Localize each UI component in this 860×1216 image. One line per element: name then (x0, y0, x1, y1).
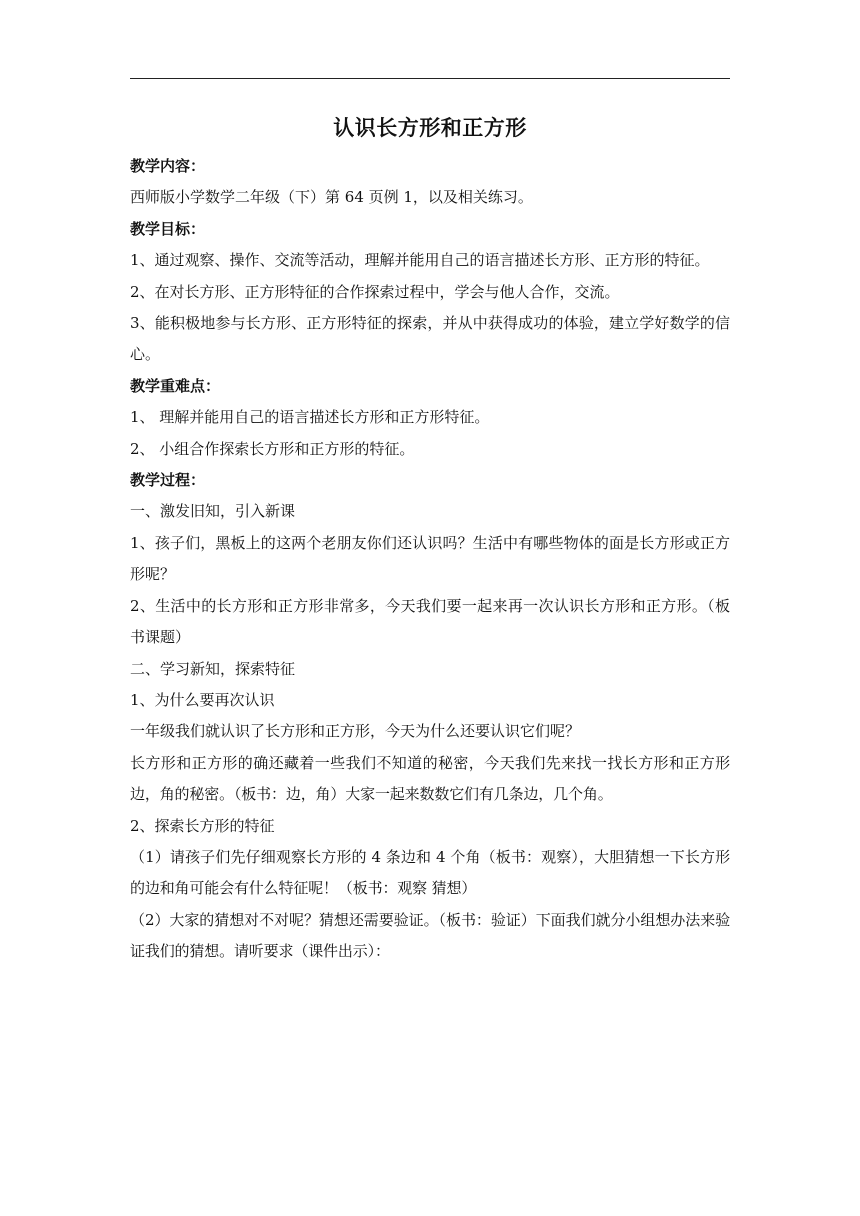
header-rule (130, 78, 730, 79)
paragraph-part-1-step-2: 2、生活中的长方形和正方形非常多，今天我们要一起来再一次认识长方形和正方形。（板书课题） (130, 596, 730, 647)
paragraph-part-2-observe: （1）请孩子们先仔细观察长方形的 4 条边和 4 个角（板书：观察），大胆猜想一下长方形的边和角可能会有什么特征呢！（板书：观察 猜想） (130, 847, 730, 898)
section-heading-objectives: 教学目标： (130, 219, 206, 238)
paragraph-key-point-1: 1、 理解并能用自己的语言描述长方形和正方形特征。 (130, 408, 490, 427)
paragraph-part-1-heading: 一、激发旧知，引入新课 (130, 502, 296, 521)
section-heading-process: 教学过程： (130, 471, 206, 490)
paragraph-key-point-2: 2、 小组合作探索长方形和正方形的特征。 (130, 439, 415, 458)
paragraph-part-2-heading: 二、学习新知，探索特征 (130, 659, 296, 678)
paragraph-part-2-question: 一年级我们就认识了长方形和正方形，今天为什么还要认识它们呢？ (130, 722, 581, 741)
section-heading-key-points: 教学重难点： (130, 376, 221, 395)
paragraph-objective-1: 1、通过观察、操作、交流等活动，理解并能用自己的语言描述长方形、正方形的特征。 (130, 251, 710, 270)
paragraph-part-2-secret: 长方形和正方形的确还藏着一些我们不知道的秘密，今天我们先来找一找长方形和正方形边，角的秘密。（板书：边，角）大家一起来数数它们有几条边，几个角。 (130, 753, 730, 804)
paragraph-objective-2: 2、在对长方形、正方形特征的合作探索过程中，学会与他人合作，交流。 (130, 282, 620, 301)
section-heading-content: 教学内容： (130, 157, 206, 175)
document-body (130, 108, 730, 968)
paragraph-part-1-step-1: 1、孩子们，黑板上的这两个老朋友你们还认识吗？生活中有哪些物体的面是长方形或正方形呢？ (130, 533, 730, 584)
paragraph-part-2-verify: （2）大家的猜想对不对呢？猜想还需要验证。（板书：验证）下面我们就分小组想办法来验证我们的猜想。请听要求（课件出示）： (130, 910, 730, 961)
document-title: 认识长方形和正方形 (333, 116, 527, 140)
paragraph-content: 西师版小学数学二年级（下）第 64 页例 1，以及相关练习。 (130, 188, 533, 207)
paragraph-part-2-step-2: 2、探索长方形的特征 (130, 816, 275, 835)
paragraph-part-2-step-1: 1、为什么要再次认识 (130, 690, 275, 709)
paragraph-objective-3: 3、能积极地参与长方形、正方形特征的探索，并从中获得成功的体验，建立学好数学的信心。 (130, 314, 730, 364)
